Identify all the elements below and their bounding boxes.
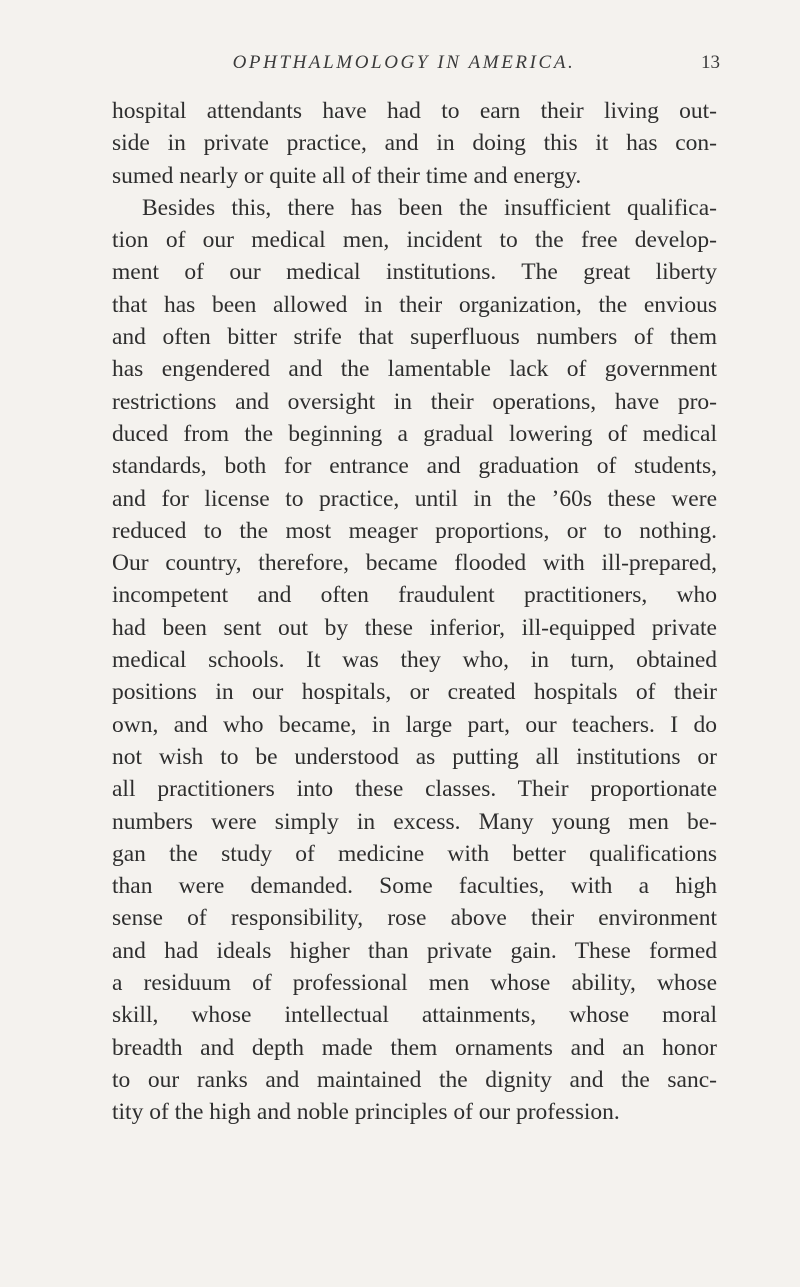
text-line: and had ideals higher than private gain. These formed <box>112 937 717 964</box>
text-line: sumed nearly or quite all of their time and energy. <box>112 162 582 189</box>
text-line: and for license to practice, until in the ’60s these were <box>112 485 717 512</box>
text-line: Our country, therefore, became flooded with ill-prepared, <box>112 550 717 577</box>
body-text <box>112 95 717 1129</box>
text-line: side in private practice, and in doing this it has con- <box>112 130 717 157</box>
text-line: not wish to be understood as putting all institutions or <box>112 743 717 770</box>
text-line: skill, whose intellectual attainments, whose moral <box>112 1002 717 1029</box>
text-line: numbers were simply in excess. Many young men be- <box>112 808 717 835</box>
text-line: that has been allowed in their organization, the envious <box>112 291 717 318</box>
text-line: has engendered and the lamentable lack of government <box>112 356 717 383</box>
text-line: tity of the high and noble principles of our profession. <box>112 1099 620 1126</box>
text-line: ment of our medical institutions. The great liberty <box>112 259 717 286</box>
text-line: medical schools. It was they who, in turn, obtained <box>112 647 717 674</box>
paragraph-start-line: Besides this, there has been the insufficient qualifica- <box>142 194 717 221</box>
text-line: restrictions and oversight in their operations, have pro- <box>112 388 717 415</box>
text-line: positions in our hospitals, or created hospitals of their <box>112 679 717 706</box>
text-line: sense of responsibility, rose above their environment <box>112 905 717 932</box>
running-head <box>124 52 720 76</box>
text-line: standards, both for entrance and graduation of students, <box>112 453 717 480</box>
text-line: all practitioners into these classes. Their proportionate <box>112 776 717 803</box>
text-line: breadth and depth made them ornaments and an honor <box>112 1034 717 1061</box>
text-line: tion of our medical men, incident to the free develop- <box>112 227 717 254</box>
text-line: own, and who became, in large part, our teachers. I do <box>112 711 717 738</box>
page-number: 13 <box>701 52 720 73</box>
text-line: reduced to the most meager proportions, or to nothing. <box>112 517 717 544</box>
text-line: to our ranks and maintained the dignity and the sanc- <box>112 1066 717 1093</box>
running-title: OPHTHALMOLOGY IN AMERICA. <box>232 52 576 73</box>
text-line: a residuum of professional men whose ability, whose <box>112 970 717 997</box>
text-line: hospital attendants have had to earn their living out- <box>112 98 717 124</box>
text-line: and often bitter strife that superfluous numbers of them <box>112 324 717 351</box>
text-line: duced from the beginning a gradual lowering of medical <box>112 420 717 447</box>
text-line: had been sent out by these inferior, ill-equipped private <box>112 614 717 641</box>
text-line: incompetent and often fraudulent practitioners, who <box>112 582 717 609</box>
text-line: gan the study of medicine with better qualifications <box>112 840 717 867</box>
text-line: than were demanded. Some faculties, with a high <box>112 873 717 900</box>
